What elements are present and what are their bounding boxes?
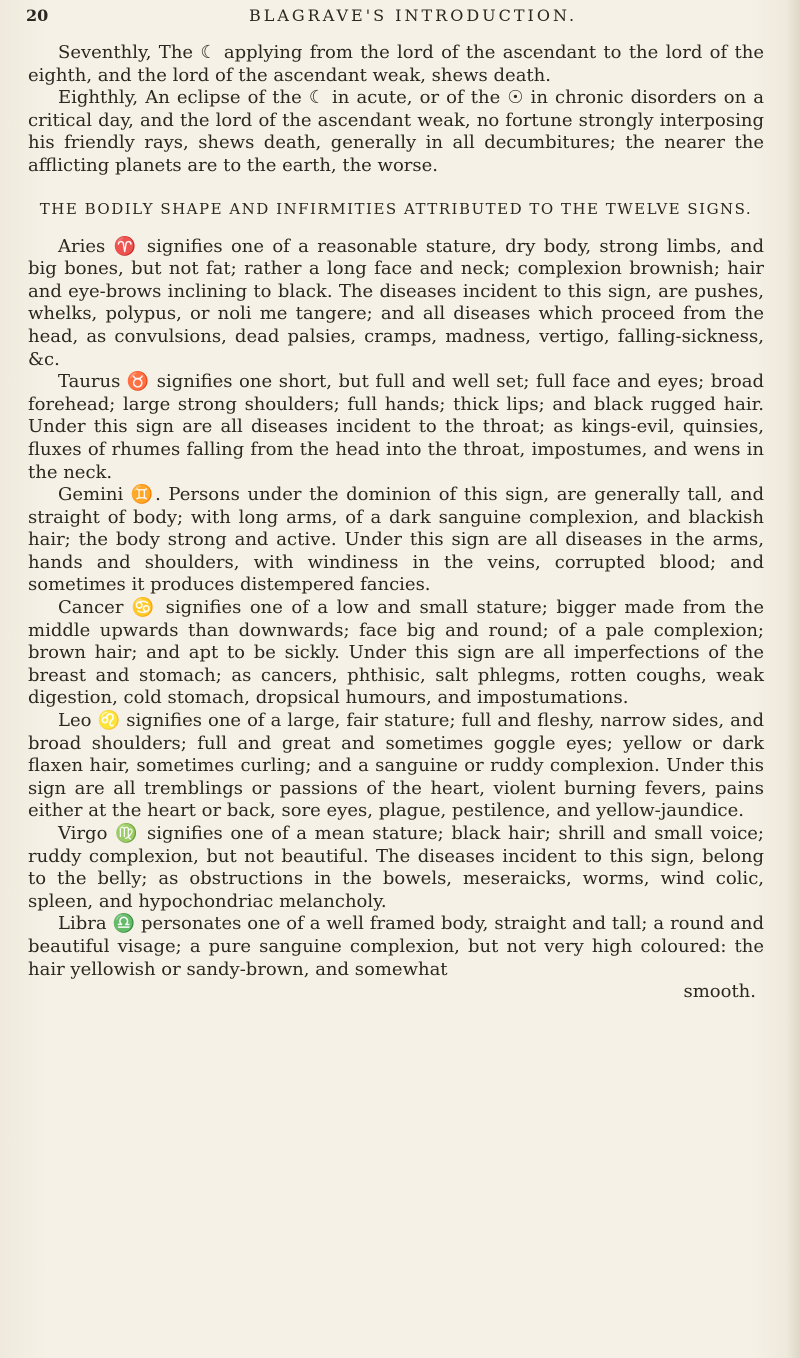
section-heading: THE BODILY SHAPE AND INFIRMITIES ATTRIBUTED TO THE TWELVE SIGNS. [39,199,753,218]
page-header [26,6,760,32]
sign-aries: Aries ♈ signifies one of a reasonable stature, dry body, strong limbs, and big bones, but not fat; rather a long face and neck; complexion brownish; hair and eye-brows inclining to black. The diseases incident to this sign, are pushes, whelks, polypus, or noli me tangere; and all diseases which proceed from the head, as convulsions, dead palsies, cramps, madness, vertigo, falling-sickness, &c. [28,235,764,370]
paragraph-eighthly: Eighthly, An eclipse of the ☾ in acute, or of the ☉ in chronic disorders on a critical day, and the lord of the ascendant weak, no fortune strongly interposing his friendly rays, shews death, generally in all decumbitures; the nearer the afflicting planets are to the earth, the worse. [28,87,764,176]
page-edge-shadow [786,0,800,1358]
page-number: 20 [26,6,49,25]
page-body [28,42,764,1004]
running-title: BLAGRAVE'S INTRODUCTION. [248,6,578,25]
catchword: smooth. [683,981,756,1003]
sign-leo: Leo ♌ signifies one of a large, fair stature; full and fleshy, narrow sides, and broad shoulders; full and great and sometimes goggle eyes; yellow or dark flaxen hair, sometimes curling; and a sanguine or ruddy complexion. Under this sign are all tremblings or passions of the heart, violent burning fevers, pains either at the heart or back, sore eyes, plague, pestilence, and yellow-jaundice. [28,710,764,822]
sign-virgo: Virgo ♍ signifies one of a mean stature; black hair; shrill and small voice; ruddy complexion, but not beautiful. The diseases incident to this sign, belong to the belly; as obstructions in the bowels, meseraicks, worms, wind colic, spleen, and hypochondriac melancholy. [28,823,764,912]
sign-libra: Libra ♎ personates one of a well framed body, straight and tall; a round and beautiful visage; a pure sanguine complexion, but not very high coloured: the hair yellowish or sandy-brown, and somewhat [28,913,764,980]
paragraph-seventhly: Seventhly, The ☾ applying from the lord of the ascendant to the lord of the eighth, and the lord of the ascendant weak, shews death. [28,42,764,86]
sign-taurus: Taurus ♉ signifies one short, but full and well set; full face and eyes; broad forehead; large strong shoulders; full hands; thick lips; and black rugged hair. Under this sign are all diseases incident to the throat; as kings-evil, quinsies, fluxes of rhumes falling from the head into the throat, impostumes, and wens in the neck. [28,371,764,483]
sign-gemini: Gemini ♊. Persons under the dominion of this sign, are generally tall, and straight of body; with long arms, of a dark sanguine complexion, and blackish hair; the body strong and active. Under this sign are all diseases in the arms, hands and shoulders, with windiness in the veins, corrupted blood; and sometimes it produces distempered fancies. [28,484,764,596]
sign-cancer: Cancer ♋ signifies one of a low and small stature; bigger made from the middle upwards than downwards; face big and round; of a pale complexion; brown hair; and apt to be sickly. Under this sign are all imperfections of the breast and stomach; as cancers, phthisic, salt phlegms, rotten coughs, weak digestion, cold stomach, dropsical humours, and impostumations. [28,597,764,709]
